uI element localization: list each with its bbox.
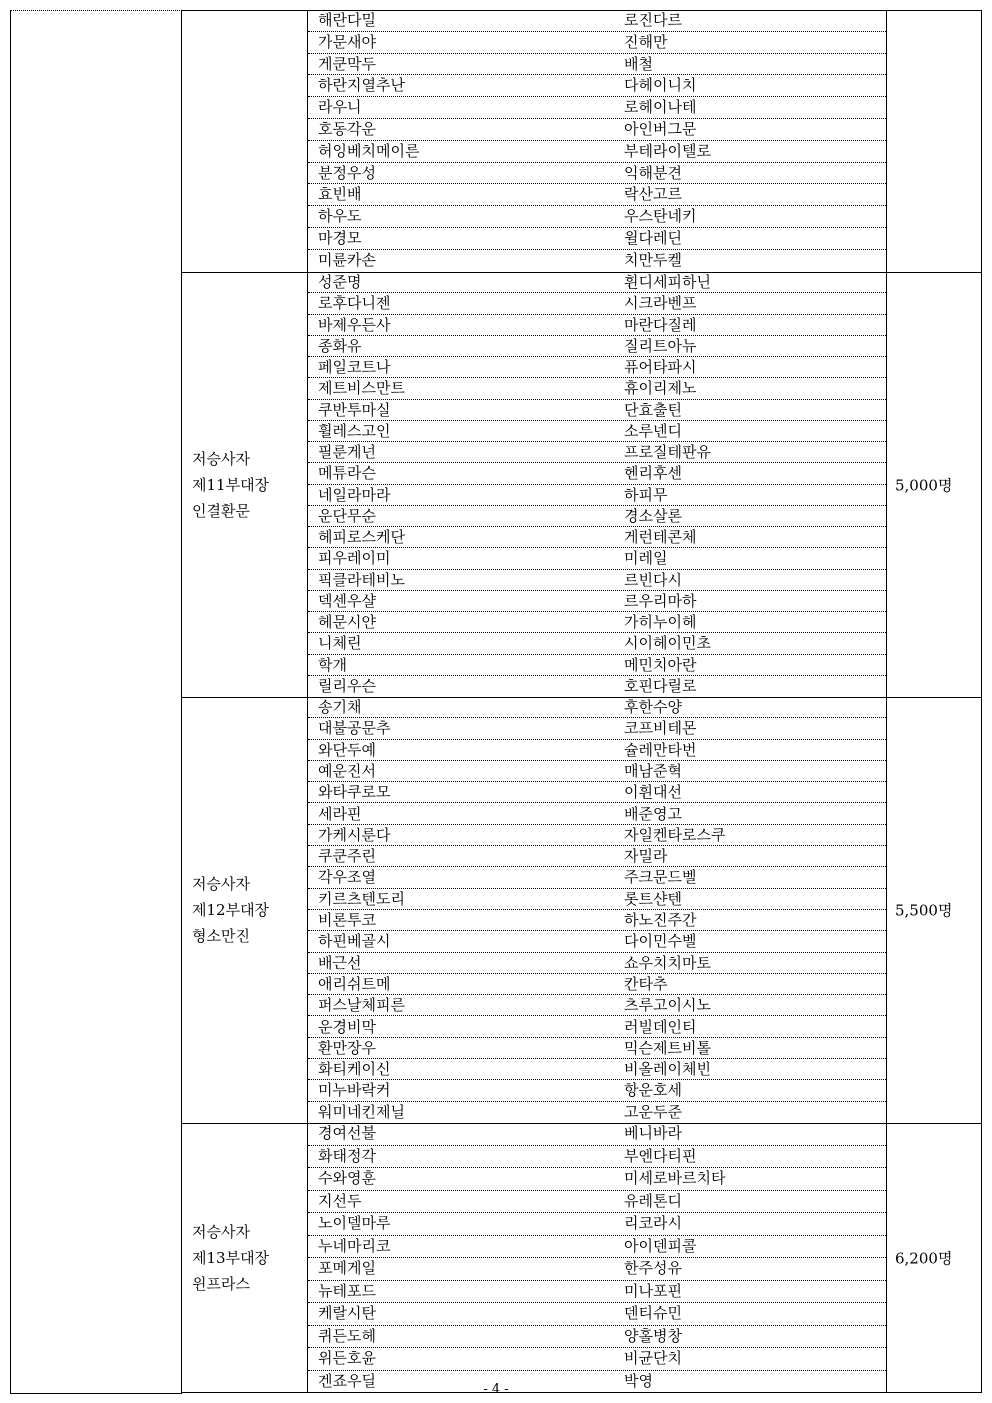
member-name-right: 익해분견 <box>624 163 682 182</box>
troop-count: 6,200명 <box>895 1249 953 1268</box>
member-name-right: 휴이리제노 <box>624 379 697 398</box>
table-row <box>308 336 886 357</box>
unit-label <box>192 1219 269 1297</box>
member-name-left: 운단무순 <box>318 506 376 525</box>
member-name-right: 경소살론 <box>624 506 682 525</box>
member-list <box>308 697 886 1123</box>
member-name-left: 환만장우 <box>318 1038 376 1057</box>
table-row <box>308 804 886 825</box>
table-row <box>308 184 886 206</box>
table-row <box>308 378 886 399</box>
member-name-right: 소루넨디 <box>624 421 682 440</box>
table-row <box>308 463 886 484</box>
member-name-right: 헨리후센 <box>624 464 682 483</box>
member-name-right: 가히누이헤 <box>624 613 697 631</box>
member-name-right: 슐레만타번 <box>624 740 697 759</box>
table-row <box>308 75 886 97</box>
table-row <box>308 1213 886 1236</box>
member-name-left: 포메게일 <box>318 1259 376 1277</box>
group-border <box>181 272 982 273</box>
unit-group <box>181 1123 982 1393</box>
table-row <box>308 1102 886 1123</box>
member-name-left: 하란지열추난 <box>318 76 405 95</box>
member-name-left: 미륜카손 <box>318 250 376 269</box>
member-name-left: 예운진서 <box>318 761 376 780</box>
table-row <box>308 119 886 141</box>
unit-label-cell <box>181 10 308 272</box>
member-name-right: 하피무 <box>624 485 668 504</box>
table-row <box>308 548 886 569</box>
unit-label-cell <box>181 1123 308 1393</box>
member-name-left: 헤문시얀 <box>318 613 376 631</box>
troop-count-cell <box>886 272 982 697</box>
table-row <box>308 421 886 442</box>
unit-label-line: 제13부대장 <box>192 1249 270 1267</box>
table-row <box>308 506 886 527</box>
table-row <box>308 485 886 506</box>
unit-label-line: 저승사자 <box>192 875 250 893</box>
unit-group <box>181 10 982 272</box>
table-row <box>308 442 886 463</box>
table-row <box>308 357 886 378</box>
member-name-right: 베니바라 <box>624 1124 682 1142</box>
member-name-right: 메민치아란 <box>624 655 697 674</box>
member-name-left: 와단두예 <box>318 740 376 759</box>
member-name-left: 퀴든도헤 <box>318 1326 376 1345</box>
member-name-right: 로헤이나테 <box>624 98 697 117</box>
member-name-right: 시이헤이민초 <box>624 634 711 653</box>
member-name-left: 헤피로스케단 <box>318 528 405 546</box>
member-name-left: 네일라마라 <box>318 485 391 504</box>
table-row <box>308 97 886 119</box>
member-name-right: 다헤이니치 <box>624 76 697 95</box>
table-row <box>308 570 886 591</box>
roster-table <box>10 10 982 1394</box>
table-row <box>308 1258 886 1281</box>
table-row <box>308 54 886 76</box>
member-name-right: 칸타추 <box>624 974 668 993</box>
member-name-right: 미레일 <box>624 549 668 568</box>
table-row <box>308 612 886 633</box>
member-name-right: 자밀라 <box>624 847 668 866</box>
table-row <box>308 655 886 676</box>
member-name-left: 비론투코 <box>318 911 376 929</box>
page-number: - 4 - <box>483 1382 509 1397</box>
table-row <box>308 250 886 272</box>
table-row <box>308 272 886 293</box>
table-row <box>308 591 886 612</box>
unit-group <box>181 272 982 697</box>
group-border <box>181 697 982 698</box>
table-row <box>308 293 886 314</box>
member-name-left: 효빈배 <box>318 185 362 204</box>
table-row <box>308 633 886 654</box>
member-name-left: 와타쿠로모 <box>318 783 391 802</box>
member-name-right: 아이덴피콜 <box>624 1236 697 1255</box>
member-name-right: 퓨어타파시 <box>624 358 697 376</box>
member-name-left: 가케시룬다 <box>318 825 391 844</box>
member-list <box>308 10 886 272</box>
table-row <box>308 1038 886 1059</box>
member-name-right: 이휜대선 <box>624 783 682 802</box>
member-name-left: 쿠쿤주린 <box>318 847 376 866</box>
member-name-left: 허잉베치메이른 <box>318 141 420 160</box>
member-name-right: 한주성유 <box>624 1259 682 1277</box>
member-name-right: 단효출틴 <box>624 400 682 419</box>
member-name-left: 지선두 <box>318 1191 362 1210</box>
member-name-left: 페일코트나 <box>318 358 391 376</box>
member-name-right: 매남준혁 <box>624 761 682 780</box>
member-name-right: 시크라벤프 <box>624 294 697 313</box>
member-name-right: 미나포핀 <box>624 1281 682 1300</box>
table-row <box>308 931 886 952</box>
member-name-right: 후한수양 <box>624 698 682 716</box>
member-name-right: 마란다질레 <box>624 315 697 334</box>
member-name-left: 마경모 <box>318 229 362 247</box>
table-row <box>308 228 886 250</box>
member-name-right: 다이민수벨 <box>624 932 697 951</box>
member-name-left: 학개 <box>318 655 347 674</box>
member-name-right: 진해만 <box>624 32 668 51</box>
table-row <box>308 1059 886 1080</box>
table-row <box>308 889 886 910</box>
unit-label-line: 윈프라스 <box>192 1275 250 1293</box>
member-name-left: 바제우든사 <box>318 315 391 334</box>
member-name-left: 대불공문추 <box>318 719 391 738</box>
table-row <box>308 867 886 888</box>
troop-count-cell <box>886 1123 982 1393</box>
unit-label-line: 인결환문 <box>192 501 250 520</box>
member-name-left: 배근선 <box>318 953 362 972</box>
member-name-right: 배철 <box>624 54 653 73</box>
member-name-right: 주크문드벨 <box>624 868 697 887</box>
member-name-left: 퍼스날체피른 <box>318 996 405 1015</box>
table-row <box>308 1281 886 1304</box>
member-name-right: 박영 <box>624 1371 653 1390</box>
member-list <box>308 272 886 697</box>
table-row <box>308 1168 886 1191</box>
table-row <box>308 910 886 931</box>
table-row <box>308 1326 886 1349</box>
unit-group <box>181 697 982 1123</box>
member-name-right: 휜디세피하닌 <box>624 273 711 291</box>
table-row <box>308 206 886 228</box>
unit-label-line: 저승사자 <box>192 449 250 468</box>
member-name-left: 종화유 <box>318 336 362 355</box>
member-name-right: 윌다레딘 <box>624 229 682 247</box>
unit-label-cell <box>181 697 308 1123</box>
troop-count-cell <box>886 697 982 1123</box>
member-name-left: 애리쉬트메 <box>318 974 391 993</box>
member-name-left: 겐죠우딜 <box>318 1371 376 1390</box>
member-name-left: 해란다밀 <box>318 11 376 29</box>
member-name-left: 게쿤막두 <box>318 54 376 73</box>
member-name-left: 경여선불 <box>318 1124 376 1142</box>
table-row <box>308 718 886 739</box>
table-row <box>308 1080 886 1101</box>
member-name-right: 르우리마하 <box>624 591 697 610</box>
table-row <box>308 1236 886 1259</box>
unit-label <box>192 446 269 524</box>
table-row <box>308 400 886 421</box>
member-name-left: 수와영훈 <box>318 1169 376 1187</box>
table-row <box>308 953 886 974</box>
table-row <box>308 1017 886 1038</box>
member-name-left: 미누바락커 <box>318 1081 391 1100</box>
troop-count: 5,000명 <box>895 476 953 494</box>
member-name-left: 워미네킨제닐 <box>318 1102 405 1121</box>
member-name-right: 게런테콘체 <box>624 528 697 546</box>
table-row <box>308 995 886 1016</box>
first-column <box>10 10 182 1394</box>
table-row <box>308 1303 886 1326</box>
unit-label-line: 저승사자 <box>192 1223 250 1241</box>
member-name-left: 피우레이미 <box>318 549 391 568</box>
member-name-right: 고운두준 <box>624 1102 682 1121</box>
member-name-left: 가문새야 <box>318 32 376 51</box>
table-row <box>308 846 886 867</box>
table-row <box>308 527 886 548</box>
member-name-right: 치만두켈 <box>624 250 682 269</box>
member-name-right: 양홀병창 <box>624 1326 682 1345</box>
table-row <box>308 315 886 336</box>
member-name-left: 각우조열 <box>318 868 376 887</box>
table-row <box>308 32 886 54</box>
table-row <box>308 10 886 32</box>
member-name-left: 키르츠텐도리 <box>318 889 405 908</box>
member-name-right: 비올레이체빈 <box>624 1060 711 1079</box>
member-name-left: 송기채 <box>318 698 362 716</box>
table-row <box>308 163 886 185</box>
member-name-left: 위든호윤 <box>318 1349 376 1367</box>
member-name-right: 롯트샨텐 <box>624 889 682 908</box>
member-name-right: 비균단치 <box>624 1349 682 1367</box>
member-name-right: 질리트아뉴 <box>624 336 697 355</box>
member-name-right: 프로질테판유 <box>624 443 711 461</box>
member-name-left: 필룬게넌 <box>318 443 376 461</box>
table-row <box>308 974 886 995</box>
member-name-left: 휠레스고인 <box>318 421 391 440</box>
member-name-right: 배준영고 <box>624 804 682 823</box>
member-name-left: 메튜라슨 <box>318 464 376 483</box>
member-name-right: 부엔다티핀 <box>624 1146 697 1165</box>
member-name-right: 미세로바르치타 <box>624 1169 726 1187</box>
table-row <box>308 825 886 846</box>
troop-count-cell <box>886 10 982 272</box>
member-name-left: 운경비막 <box>318 1017 376 1036</box>
table-row <box>308 141 886 163</box>
member-name-left: 쿠반투마실 <box>318 400 391 419</box>
member-name-right: 우스탄네키 <box>624 207 697 226</box>
member-name-right: 항운호세 <box>624 1081 682 1100</box>
member-name-right: 부테라이텔로 <box>624 141 711 160</box>
member-name-left: 하우도 <box>318 207 362 226</box>
table-row <box>308 697 886 718</box>
member-name-left: 세라핀 <box>318 804 362 823</box>
table-row <box>308 676 886 697</box>
table-row <box>308 740 886 761</box>
member-name-right: 코프비테몬 <box>624 719 697 738</box>
troop-count: 5,500명 <box>895 901 953 920</box>
table-row <box>308 761 886 782</box>
table-row <box>308 1146 886 1169</box>
member-name-left: 덱센우샬 <box>318 591 376 610</box>
member-name-right: 자일켄타로스쿠 <box>624 825 726 844</box>
member-name-left: 노이델마루 <box>318 1214 391 1232</box>
member-name-right: 르빈다시 <box>624 570 682 589</box>
member-name-left: 릴리우슨 <box>318 676 376 695</box>
table-row <box>308 1123 886 1146</box>
member-name-left: 화태정각 <box>318 1146 376 1165</box>
member-name-right: 러빌데인티 <box>624 1017 697 1036</box>
member-name-right: 호핀다릴로 <box>624 676 697 695</box>
member-name-right: 로진다르 <box>624 11 682 29</box>
member-name-left: 화티케이신 <box>318 1060 391 1079</box>
member-name-right: 아인버그문 <box>624 120 697 138</box>
member-name-left: 로후다니젠 <box>318 294 391 313</box>
member-name-left: 누네마리코 <box>318 1236 391 1255</box>
unit-label <box>192 871 269 949</box>
member-name-left: 제트비스만트 <box>318 379 405 398</box>
unit-label-cell <box>181 272 308 697</box>
member-name-right: 쇼우치치마토 <box>624 953 711 972</box>
member-name-right: 리코라시 <box>624 1214 682 1232</box>
member-name-left: 성준명 <box>318 273 362 291</box>
member-name-left: 니체린 <box>318 634 362 653</box>
group-border <box>181 1123 982 1124</box>
member-name-left: 하핀베골시 <box>318 932 391 951</box>
unit-label-line: 형소만진 <box>192 927 250 945</box>
member-name-left: 케랄시탄 <box>318 1304 376 1322</box>
group-border <box>181 10 982 11</box>
unit-label-line: 제11부대장 <box>192 475 270 494</box>
member-name-right: 유레톤디 <box>624 1191 682 1210</box>
member-name-right: 락산고르 <box>624 185 682 204</box>
unit-label-line: 제12부대장 <box>192 901 270 919</box>
member-name-left: 뉴테포드 <box>318 1281 376 1300</box>
table-row <box>308 1348 886 1371</box>
member-name-left: 호동각운 <box>318 120 376 138</box>
member-name-right: 덴티슈민 <box>624 1304 682 1322</box>
member-name-left: 분정우성 <box>318 163 376 182</box>
member-name-left: 픽클라테비노 <box>318 570 405 589</box>
table-row <box>308 1191 886 1214</box>
member-name-right: 하노진주간 <box>624 911 697 929</box>
member-list <box>308 1123 886 1393</box>
member-name-left: 라우니 <box>318 98 362 117</box>
member-name-right: 츠루고이시노 <box>624 996 711 1015</box>
table-row <box>308 782 886 803</box>
member-name-right: 믹슨제트비톨 <box>624 1038 711 1057</box>
